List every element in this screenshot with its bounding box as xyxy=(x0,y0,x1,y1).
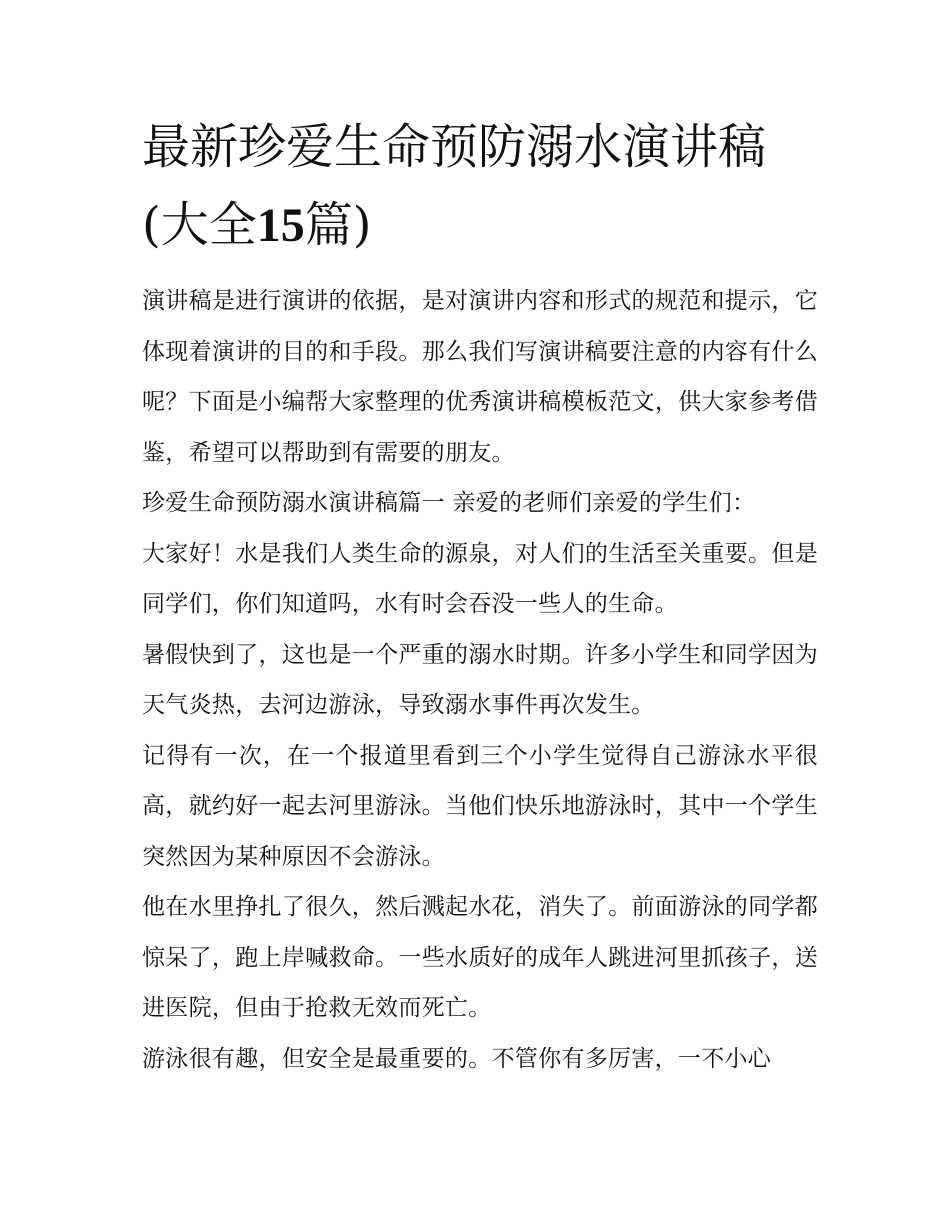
title-line-1: 最新珍爱生命预防溺水演讲稿 xyxy=(142,119,767,175)
title-line-2-number: 15 xyxy=(256,199,305,252)
paragraph-section-heading: 珍爱生命预防溺水演讲稿篇一 亲爱的老师们亲爱的学生们： xyxy=(142,490,756,516)
paragraph-summer: 暑假快到了，这也是一个严重的溺水时期。许多小学生和同学因为天气炎热，去河边游泳，导致溺水事件再次发生。 xyxy=(142,641,818,718)
document-body xyxy=(142,276,818,1084)
title-line-2-open: (大全 xyxy=(142,197,257,253)
paragraph-safety: 游泳很有趣，但安全是最重要的。不管你有多厉害，一不小心 xyxy=(142,1045,772,1072)
paragraph-struggle: 他在水里挣扎了很久，然后溅起水花，消失了。前面游泳的同学都惊呆了，跑上岸喊救命。一些水质好的成年人跳进河里抓孩子，送进医院，但由于抢救无效而死亡。 xyxy=(142,894,818,1021)
document-title xyxy=(142,108,822,265)
paragraph-greeting: 大家好！水是我们人类生命的源泉，对人们的生活至关重要。但是同学们，你们知道吗，水有时会吞没一些人的生命。 xyxy=(142,540,818,617)
title-line-2-close: 篇) xyxy=(304,197,372,253)
paragraph-intro: 演讲稿是进行演讲的依据，是对演讲内容和形式的规范和提示，它体现着演讲的目的和手段。那么我们写演讲稿要注意的内容有什么呢？下面是小编帮大家整理的优秀演讲稿模板范文，供大家参考借鉴，希望可以帮助到有需要的朋友。 xyxy=(142,288,818,466)
paragraph-story: 记得有一次，在一个报道里看到三个小学生觉得自己游泳水平很高，就约好一起去河里游泳。当他们快乐地游泳时，其中一个学生突然因为某种原因不会游泳。 xyxy=(142,742,818,870)
